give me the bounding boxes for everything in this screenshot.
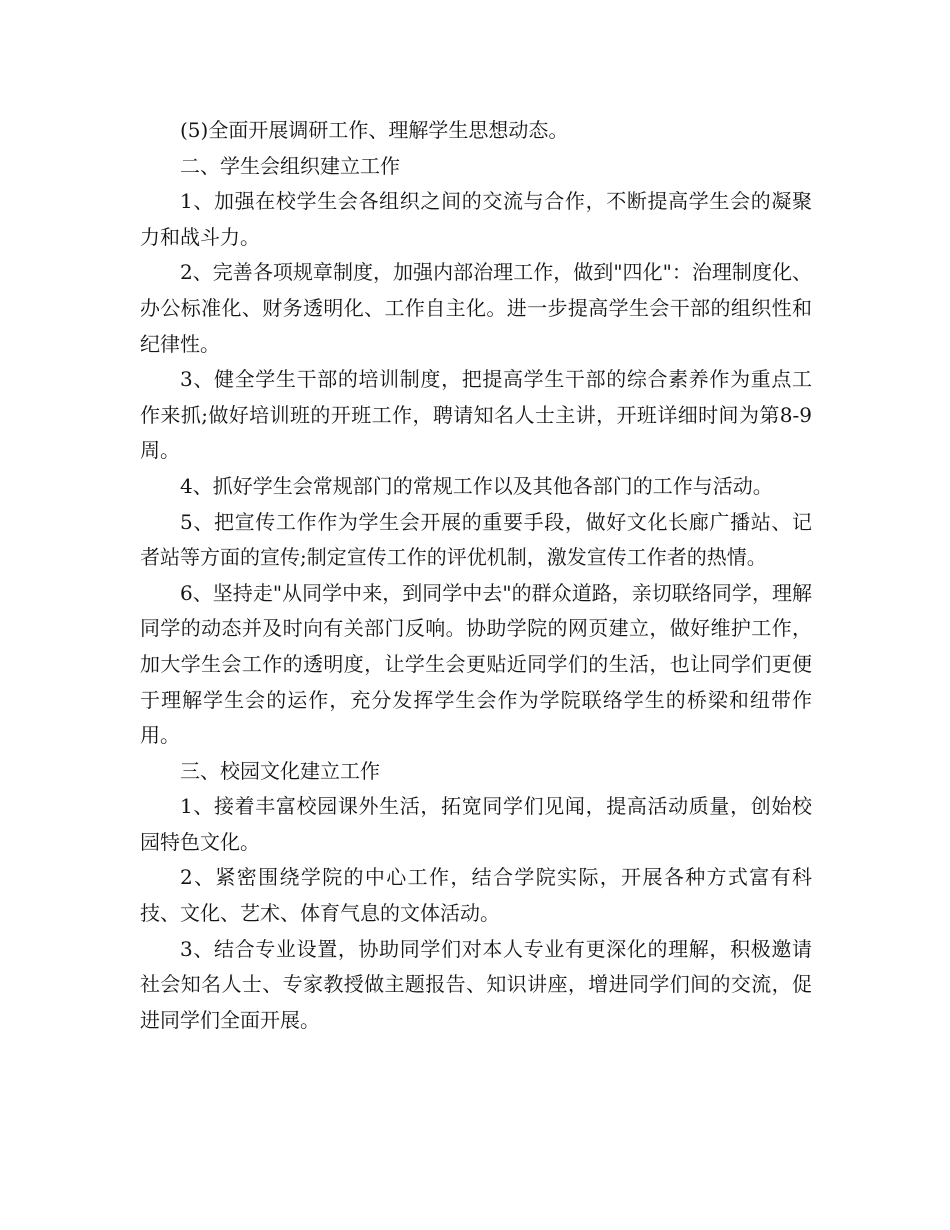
paragraph-item: 2、完善各项规章制度，加强内部治理工作，做到"四化"：治理制度化、办公标准化、财务透明化、工作自主化。进一步提高学生会干部的组织性和纪律性。 [140,260,812,356]
paragraph-item: 3、健全学生干部的培训制度，把提高学生干部的综合素养作为重点工作来抓;做好培训班的开班工作，聘请知名人士主讲，开班详细时间为第8-9周。 [140,367,812,463]
paragraph-item: 5、把宣传工作作为学生会开展的重要手段，做好文化长廊广播站、记者站等方面的宣传;制定宣传工作的评优机制，激发宣传工作者的热情。 [140,509,812,570]
section-heading-organization: 二、学生会组织建立工作 [180,153,400,178]
paragraph-item: 6、坚持走"从同学中来，到同学中去"的群众道路，亲切联络同学，理解同学的动态并及时向有关部门反响。协助学院的网页建立，做好维护工作，加大学生会工作的透明度，让学生会更贴近同学们的生活，也让同学们更便于理解学生会的运作，充分发挥学生会作为学院联络学生的桥梁和纽带作用。 [140,580,812,748]
paragraph-research: (5)全面开展调研工作、理解学生思想动态。 [180,118,569,142]
paragraph-item: 4、抓好学生会常规部门的常规工作以及其他各部门的工作与活动。 [180,473,773,498]
paragraph-item: 3、结合专业设置，协助同学们对本人专业有更深化的理解，积极邀请社会知名人士、专家教授做主题报告、知识讲座，增进同学们间的交流，促进同学们全面开展。 [140,936,812,1032]
paragraph-item: 1、加强在校学生会各组织之间的交流与合作，不断提高学生会的凝聚力和战斗力。 [140,189,812,249]
document-page [140,113,812,1038]
paragraph-item: 2、紧密围绕学院的中心工作，结合学院实际，开展各种方式富有科技、文化、艺术、体育气息的文体活动。 [140,865,812,926]
paragraph-item: 1、接着丰富校园课外生活，拓宽同学们见闻，提高活动质量，创始校园特色文化。 [140,794,812,854]
section-heading-campus-culture: 三、校园文化建立工作 [180,758,380,783]
